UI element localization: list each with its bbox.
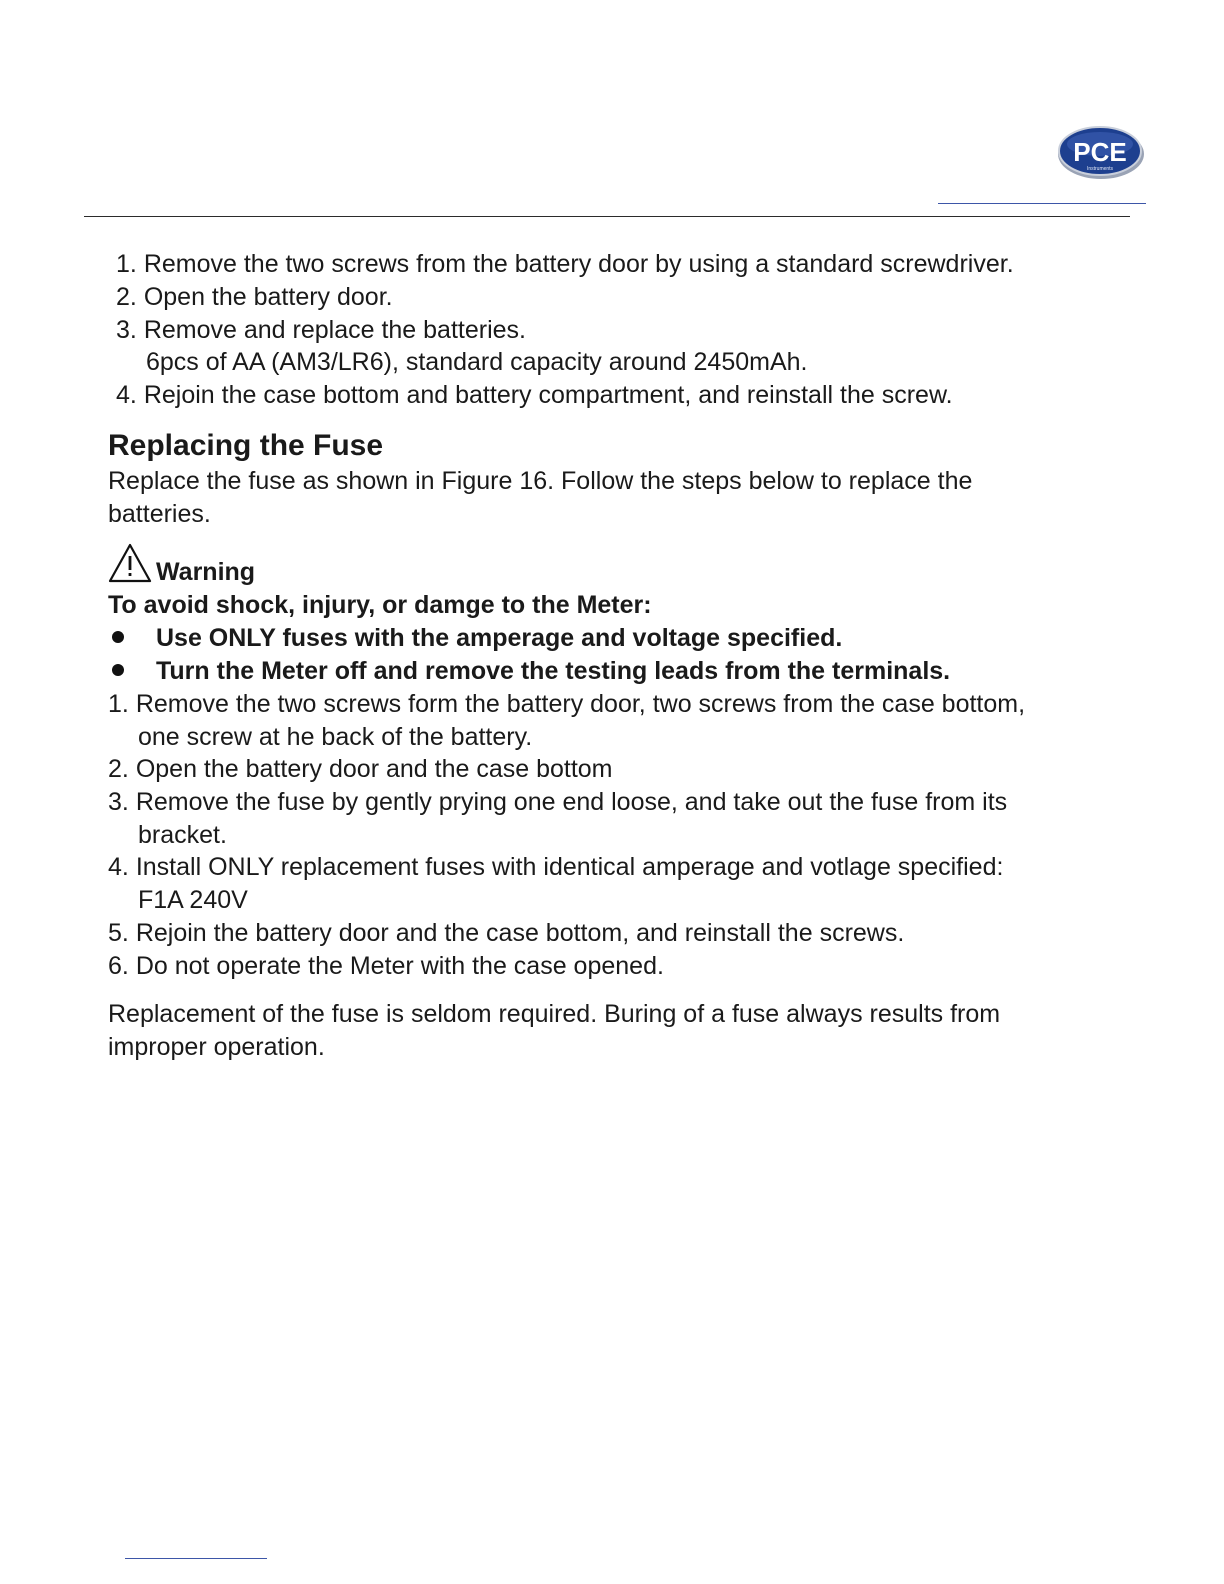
warning-bullet-1: Use ONLY fuses with the amperage and voltage specified. — [156, 624, 843, 652]
battery-step-3-continued — [146, 347, 808, 377]
fuse-step-6 — [108, 951, 664, 981]
bullet-dot — [112, 631, 124, 643]
warning-title: Warning — [156, 558, 256, 586]
step-text: Remove and replace the batteries. — [143, 316, 526, 344]
fuse-step-2 — [108, 754, 613, 784]
battery-step-1 — [116, 249, 1014, 279]
step-text: Install ONLY replacement fuses with identical amperage and votlage specified: — [135, 853, 1004, 881]
step-text: Open the battery door. — [143, 283, 393, 311]
fuse-step-1-continued — [138, 722, 532, 752]
step-text: Remove the two screws from the battery door by using a standard screwdriver. — [143, 250, 1014, 278]
section-heading: Replacing the Fuse — [108, 429, 384, 462]
closing-line-2: improper operation. — [108, 1033, 325, 1061]
bullet-dot — [112, 664, 124, 676]
warning-icon — [108, 543, 152, 583]
step-text: Rejoin the battery door and the case bottom, and reinstall the screws. — [135, 919, 905, 947]
battery-step-2 — [116, 282, 393, 312]
header-link-underline — [938, 203, 1146, 204]
fuse-step-4-continued — [138, 885, 248, 915]
step-number: 1. — [108, 690, 129, 718]
step-number: 4. — [116, 381, 137, 409]
logo-text: PCE — [1073, 137, 1127, 167]
fuse-step-4 — [108, 852, 1003, 882]
fuse-step-1 — [108, 689, 1025, 719]
step-number: 5. — [108, 919, 129, 947]
warning-bullet-2: Turn the Meter off and remove the testing leads from the terminals. — [156, 657, 951, 685]
footer-link-underline — [125, 1558, 267, 1559]
intro-line-1: Replace the fuse as shown in Figure 16. Follow the steps below to replace the — [108, 467, 973, 495]
step-text: Open the battery door and the case bottom — [135, 755, 613, 783]
fuse-step-3 — [108, 787, 1007, 817]
step-text: Remove the fuse by gently prying one end loose, and take out the fuse from its — [135, 788, 1008, 816]
fuse-step-3-continued — [138, 820, 227, 850]
step-number: 3. — [116, 316, 137, 344]
battery-step-3 — [116, 315, 526, 345]
step-text: Rejoin the case bottom and battery compartment, and reinstall the screw. — [143, 381, 953, 409]
step-text: 6pcs of AA (AM3/LR6), standard capacity around 2450mAh. — [146, 348, 808, 376]
step-text: F1A 240V — [138, 886, 248, 914]
step-number: 1. — [116, 250, 137, 278]
step-number: 2. — [108, 755, 129, 783]
step-number: 3. — [108, 788, 129, 816]
closing-line-1: Replacement of the fuse is seldom required. Buring of a fuse always results from — [108, 1000, 1001, 1028]
step-text: bracket. — [138, 821, 227, 849]
intro-line-2: batteries. — [108, 500, 211, 528]
logo-subtext: Instruments — [1086, 166, 1114, 172]
step-number: 4. — [108, 853, 129, 881]
pce-logo — [1056, 124, 1146, 180]
step-text: Do not operate the Meter with the case opened. — [135, 952, 664, 980]
step-text: Remove the two screws form the battery door, two screws from the case bottom, — [135, 690, 1026, 718]
header-rule — [84, 216, 1130, 217]
battery-step-4 — [116, 380, 953, 410]
step-number: 2. — [116, 283, 137, 311]
step-number: 6. — [108, 952, 129, 980]
warning-lead: To avoid shock, injury, or damge to the Meter: — [108, 591, 652, 619]
fuse-step-5 — [108, 918, 904, 948]
step-text: one screw at he back of the battery. — [138, 723, 533, 751]
